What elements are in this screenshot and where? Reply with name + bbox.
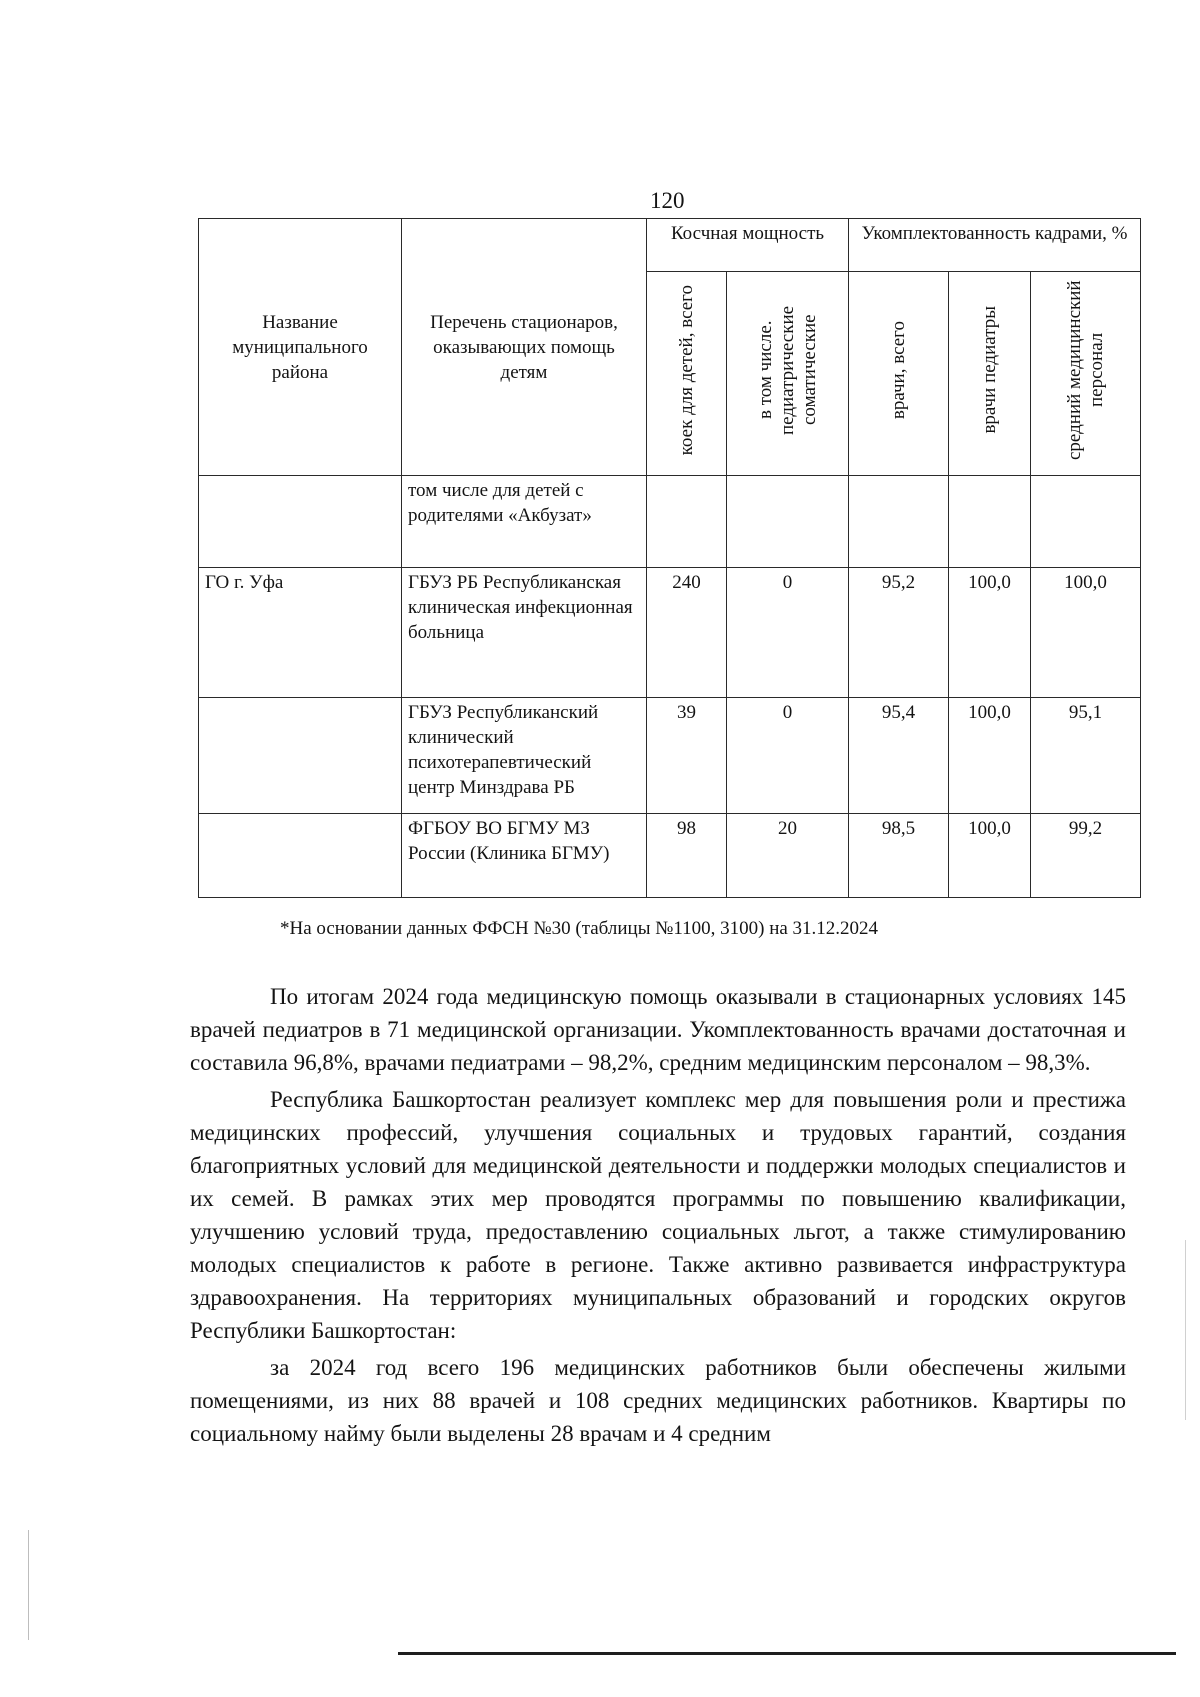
cell-nurses: 95,1 [1031,698,1141,814]
cell-nurses [1031,476,1141,568]
header-doctors-total [849,272,949,476]
header-beds-total [647,272,727,476]
header-doctors-pediatric-label: врачи педиатры [978,306,1000,434]
table-footnote: *На основании данных ФФСН №30 (таблицы №1100, 3100) на 31.12.2024 [280,918,879,939]
cell-doctors-pediatric: 100,0 [949,698,1031,814]
header-beds-total-label: коек для детей, всего [675,284,697,456]
cell-district: ГО г. Уфа [199,568,402,698]
header-nurses [1031,272,1141,476]
header-district: Название муниципального района [199,219,402,476]
cell-beds-pediatric: 0 [727,568,849,698]
cell-nurses: 100,0 [1031,568,1141,698]
body-text [190,980,1126,1450]
cell-district [199,814,402,898]
header-bed-capacity: Косчная мощность [647,219,849,272]
header-nurses-label: средний медицинский персонал [1063,280,1107,460]
cell-doctors-total: 95,2 [849,568,949,698]
cell-hospital: ФГБОУ ВО БГМУ МЗ России (Клиника БГМУ) [402,814,647,898]
hospital-staffing-table [198,218,1141,898]
header-beds-pediatric [727,272,849,476]
cell-district [199,698,402,814]
cell-beds-total: 98 [647,814,727,898]
header-doctors-total-label: врачи, всего [887,320,909,420]
table-row [199,698,1141,814]
cell-nurses: 99,2 [1031,814,1141,898]
cell-doctors-total [849,476,949,568]
paragraph: По итогам 2024 года медицинскую помощь оказывали в стационарных условиях 145 врачей педиатров в 71 медицинской организации. Укомплектованность врачами достаточная и составила 96,8%, врачами педиатрами – 98,2%, средним медицинским персоналом – 98,3%. [190,984,1126,1075]
cell-doctors-pediatric: 100,0 [949,814,1031,898]
table-row [199,568,1141,698]
table-row [199,814,1141,898]
cell-doctors-total: 95,4 [849,698,949,814]
scan-margin-mark [28,1530,29,1640]
cell-beds-pediatric: 0 [727,698,849,814]
cell-hospital: том числе для детей с родителями «Акбузат» [402,476,647,568]
header-doctors-pediatric [949,272,1031,476]
page-number: 120 [650,188,685,213]
table-header-row [199,219,1141,272]
cell-beds-total [647,476,727,568]
scan-margin-mark [1185,1240,1186,1420]
bottom-rule [398,1652,1176,1655]
header-beds-pediatric-label: в том числе. педиатрические соматические [754,305,820,435]
paragraph: Республика Башкортостан реализует комплекс мер для повышения роли и престижа медицинских профессий, улучшения социальных и трудовых гарантий, создания благоприятных условий для медицинской деятельности и поддержки молодых специалистов и их семей. В рамках этих мер проводятся программы по повышению квалификации, улучшению условий труда, предоставлению социальных льгот, а также стимулированию молодых специалистов к работе в регионе. Также активно развивается инфраструктура здравоохранения. На территориях муниципальных образований и городских округов Республики Башкортостан: [190,1087,1126,1343]
cell-beds-total: 240 [647,568,727,698]
cell-beds-pediatric [727,476,849,568]
table-row [199,476,1141,568]
cell-hospital: ГБУЗ Республиканский клинический психотерапевтический центр Минздрава РБ [402,698,647,814]
header-hospitals: Перечень стационаров, оказывающих помощь детям [402,219,647,476]
cell-district [199,476,402,568]
cell-doctors-total: 98,5 [849,814,949,898]
cell-doctors-pediatric: 100,0 [949,568,1031,698]
cell-doctors-pediatric [949,476,1031,568]
cell-hospital: ГБУЗ РБ Республиканская клиническая инфекционная больница [402,568,647,698]
header-staffing: Укомплектованность кадрами, % [849,219,1141,272]
cell-beds-pediatric: 20 [727,814,849,898]
cell-beds-total: 39 [647,698,727,814]
paragraph: за 2024 год всего 196 медицинских работников были обеспечены жилыми помещениями, из них 88 врачей и 108 средних медицинских работников. Квартиры по социальному найму были выделены 28 врачам и 4 средним [190,1355,1126,1446]
